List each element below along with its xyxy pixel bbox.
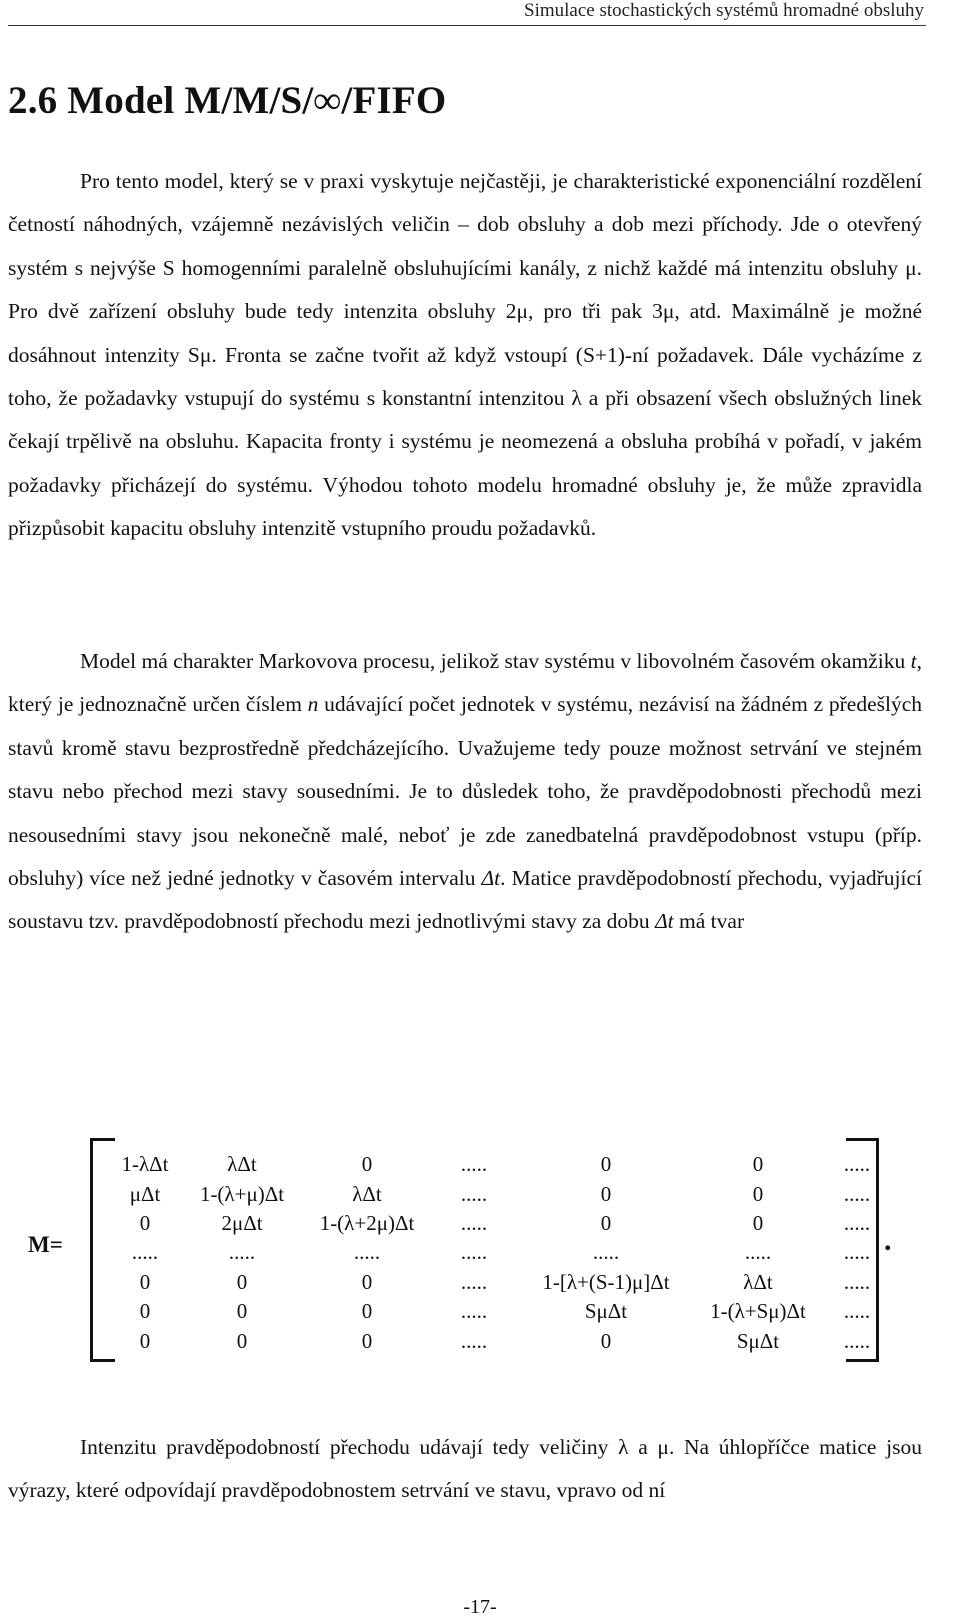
paragraph-markov [8,640,922,944]
variable-n: n [307,692,319,717]
page-number: -17- [463,1596,497,1618]
matrix-cell: 1-(λ+2μ)Δt [319,1210,415,1235]
matrix-cell: 0 [139,1299,151,1324]
matrix-cell: 0 [600,1181,612,1206]
matrix-cell: 0 [361,1269,373,1294]
matrix-cell: 0 [361,1328,373,1353]
matrix-row [110,1179,892,1208]
matrix-row [110,1238,892,1267]
matrix-right-bracket [846,1138,879,1362]
paragraph-intensity-text: Intenzitu pravděpodobností přechodu udávají tedy veličiny λ a μ. Na úhlopříčce matice jsou výrazy, které odpovídají pravděpodobnostem setrvání ve stavu, vpravo od ní [8,1435,922,1503]
matrix-cell: 0 [139,1328,151,1353]
matrix-row [110,1209,892,1238]
matrix-cell: 1-λΔt [121,1152,169,1177]
matrix-cell: ..... [460,1210,488,1235]
matrix-cell: 0 [600,1210,612,1235]
text-span: Model má charakter Markovova procesu, jelikož stav systému v libovolném časovém okamžiku [80,649,911,673]
matrix-cell: 1-[λ+(S-1)μ]Δt [542,1269,670,1294]
transition-matrix [0,1128,960,1368]
matrix-cell: 0 [139,1269,151,1294]
matrix-cell: ..... [843,1240,871,1265]
matrix-table [110,1150,892,1356]
matrix-cell: λΔt [352,1181,382,1206]
matrix-cell: SμΔt [584,1299,628,1324]
matrix-cell: ..... [460,1269,488,1294]
matrix-cell: ..... [353,1240,381,1265]
matrix-cell: 0 [361,1152,373,1177]
matrix-cell: 0 [236,1299,248,1324]
matrix-cell: 0 [752,1210,764,1235]
matrix-cell: 0 [236,1269,248,1294]
matrix-cell: μΔt [129,1181,161,1206]
matrix-cell: ..... [460,1299,488,1324]
matrix-cell: ..... [460,1152,488,1177]
variable-delta-t: Δt [655,909,674,934]
matrix-cell: 0 [236,1328,248,1353]
text-span: udávající počet jednotek v systému, nezávisí na žádném z předešlých stavů kromě stavu bezprostředně předcházejícího. Uvažujeme tedy pouze možnost setrvání ve stejném stavu nebo přechod mezi stavy sousedními. Je to důsledek toho, že pravděpodobnosti přechodů mezi nesousedními stavy jsou nekonečně malé, neboť je zde zanedbatelná pravděpodobnost vstupu (příp. obsluhy) více než jedné jednotky v časovém intervalu [8,692,923,891]
matrix-cell: 0 [139,1210,151,1235]
matrix-cell: 0 [600,1328,612,1353]
matrix-cell: ..... [131,1240,159,1265]
matrix-row [110,1297,892,1326]
matrix-cell: ..... [843,1328,871,1353]
matrix-cell: λΔt [743,1269,773,1294]
matrix-cell: 0 [752,1181,764,1206]
matrix-row [110,1268,892,1297]
matrix-cell: 2μΔt [221,1210,263,1235]
section-heading: 2.6 Model M/M/S/∞/FIFO [8,79,447,122]
matrix-cell: ..... [228,1240,256,1265]
matrix-cell: 0 [361,1299,373,1324]
header-rule [8,25,926,26]
matrix-period: . [884,1224,892,1257]
matrix-cell: λΔt [227,1152,257,1177]
matrix-cell: ..... [843,1152,871,1177]
variable-t: t [910,649,917,673]
matrix-cell: ..... [460,1328,488,1353]
matrix-cell: ..... [843,1299,871,1324]
matrix-cell: ..... [460,1181,488,1206]
matrix-label: M= [28,1232,63,1257]
matrix-cell: ..... [592,1240,620,1265]
matrix-cell: 0 [752,1152,764,1177]
matrix-cell: ..... [744,1240,772,1265]
matrix-cell: ..... [843,1269,871,1294]
paragraph-intro-text: Pro tento model, který se v praxi vyskytuje nejčastěji, je charakteristické exponenciální rozdělení četností náhodných, vzájemně nezávislých veličin – dob obsluhy a dob mezi příchody. Jde o otevřený systém s nejvýše S homogenními paralelně obsluhujícími kanály, z nichž každé má intenzitu obsluhy μ. Pro dvě zařízení obsluhy bude tedy intenzita obsluhy 2μ, pro tři pak 3μ, atd. Maximálně je možné dosáhnout intenzity Sμ. Fronta se začne tvořit až když vstoupí (S+1)-ní požadavek. Dále vycházíme z toho, že požadavky vstupují do systému s konstantní intenzitou λ a při obsazení všech obslužných linek čekají trpělivě na obsluhu. Kapacita fronty i systému je neomezená a obsluha probíhá v pořadí, v jakém požadavky přicházejí do systému. Výhodou tohoto modelu hromadné obsluhy je, že může zpravidla přizpůsobit kapacitu obsluhy intenzitě vstupního proudu požadavků. [8,169,922,541]
matrix-cell: 1-(λ+μ)Δt [199,1181,285,1206]
matrix-cell: ..... [460,1240,488,1265]
text-span: , který je jednoznačně určen číslem [8,649,922,717]
paragraph-intensity [8,1426,922,1513]
running-header: Simulace stochastických systémů hromadné obsluhy [524,0,924,21]
variable-delta-t: Δt [481,866,501,891]
matrix-cell: SμΔt [736,1328,780,1353]
text-span: . Matice pravděpodobností přechodu, vyjadřující soustavu tzv. pravděpodobností přechodu mezi jednotlivými stavy za dobu [8,866,923,934]
matrix-cell: ..... [843,1210,871,1235]
matrix-cell: ..... [843,1181,871,1206]
matrix-row [110,1326,892,1355]
text-span: má tvar [673,909,745,934]
matrix-cell: 1-(λ+Sμ)Δt [710,1299,806,1324]
paragraph-intro [8,160,922,551]
matrix-cell: 0 [600,1152,612,1177]
matrix-row [110,1150,892,1179]
paragraph-markov-text [8,640,922,944]
